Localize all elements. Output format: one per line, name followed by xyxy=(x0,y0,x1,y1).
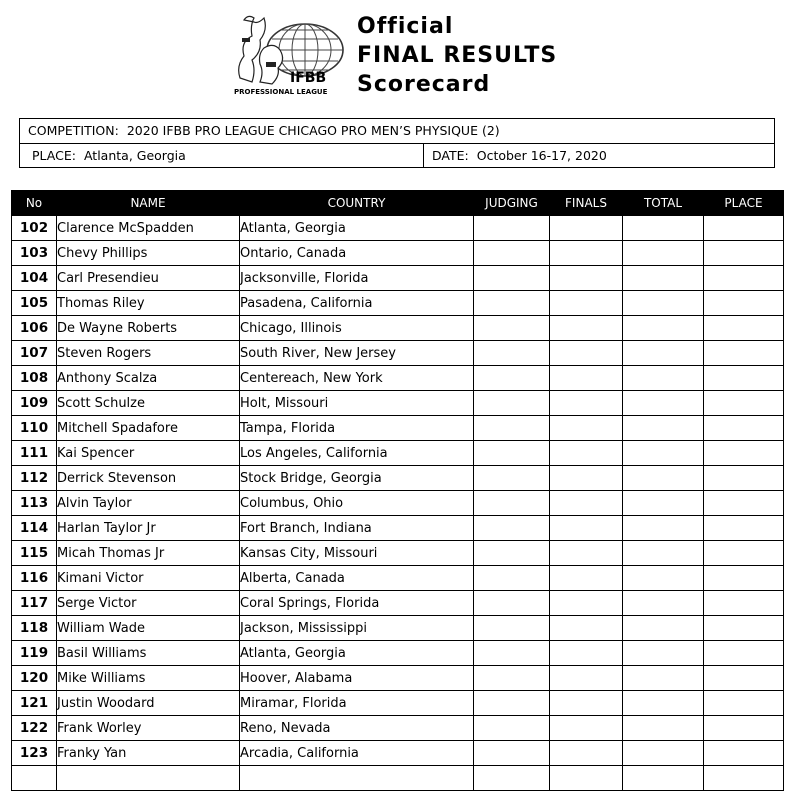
competitor-country: Kansas City, Missouri xyxy=(240,541,474,566)
table-row xyxy=(12,316,784,341)
competitor-number: 108 xyxy=(12,366,57,391)
judging-score-cell xyxy=(474,291,550,316)
competitor-number: 106 xyxy=(12,316,57,341)
place-cell xyxy=(704,691,784,716)
competitor-number: 107 xyxy=(12,341,57,366)
finals-score-cell xyxy=(550,466,623,491)
column-header-judging: JUDGING xyxy=(474,190,550,216)
competitor-number: 121 xyxy=(12,691,57,716)
competitor-number: 119 xyxy=(12,641,57,666)
competitor-country: Hoover, Alabama xyxy=(240,666,474,691)
place-cell xyxy=(704,391,784,416)
competitor-country: Tampa, Florida xyxy=(240,416,474,441)
judging-score-cell xyxy=(474,366,550,391)
competitor-country xyxy=(240,766,474,791)
competitor-name xyxy=(57,766,240,791)
competitor-name: Carl Presendieu xyxy=(57,266,240,291)
total-score-cell xyxy=(623,591,704,616)
judging-score-cell xyxy=(474,766,550,791)
place-cell xyxy=(704,416,784,441)
table-row xyxy=(12,616,784,641)
finals-score-cell xyxy=(550,366,623,391)
finals-score-cell xyxy=(550,491,623,516)
competitor-name: Scott Schulze xyxy=(57,391,240,416)
total-score-cell xyxy=(623,566,704,591)
competitor-number: 110 xyxy=(12,416,57,441)
total-score-cell xyxy=(623,316,704,341)
total-score-cell xyxy=(623,241,704,266)
finals-score-cell xyxy=(550,566,623,591)
place-cell xyxy=(704,716,784,741)
competitor-country: Jackson, Mississippi xyxy=(240,616,474,641)
title-line-final-results: FINAL RESULTS xyxy=(357,43,558,68)
finals-score-cell xyxy=(550,291,623,316)
finals-score-cell xyxy=(550,641,623,666)
competitor-country: Miramar, Florida xyxy=(240,691,474,716)
competitor-country: Ontario, Canada xyxy=(240,241,474,266)
competitor-country: Jacksonville, Florida xyxy=(240,266,474,291)
table-row xyxy=(12,491,784,516)
competitor-name: De Wayne Roberts xyxy=(57,316,240,341)
competition-value: 2020 IFBB PRO LEAGUE CHICAGO PRO MEN’S PHYSIQUE (2) xyxy=(126,123,500,138)
judging-score-cell xyxy=(474,241,550,266)
competitor-name: Kimani Victor xyxy=(57,566,240,591)
competitor-number: 114 xyxy=(12,516,57,541)
judging-score-cell xyxy=(474,341,550,366)
place-cell xyxy=(704,341,784,366)
total-score-cell xyxy=(623,641,704,666)
competitor-name: Clarence McSpadden xyxy=(57,216,240,241)
ifbb-logo xyxy=(230,12,348,98)
finals-score-cell xyxy=(550,416,623,441)
table-row xyxy=(12,291,784,316)
place-cell xyxy=(704,666,784,691)
finals-score-cell xyxy=(550,666,623,691)
competitor-number: 117 xyxy=(12,591,57,616)
competitor-country: Atlanta, Georgia xyxy=(240,216,474,241)
judging-score-cell xyxy=(474,616,550,641)
title-line-scorecard: Scorecard xyxy=(357,72,491,97)
competition-info-box xyxy=(19,118,775,168)
competitor-number: 109 xyxy=(12,391,57,416)
judging-score-cell xyxy=(474,416,550,441)
table-row xyxy=(12,541,784,566)
competitor-number: 116 xyxy=(12,566,57,591)
table-row xyxy=(12,391,784,416)
competitor-number: 123 xyxy=(12,741,57,766)
place-label: PLACE: xyxy=(32,148,76,163)
place-cell xyxy=(704,741,784,766)
place-cell xyxy=(20,144,424,168)
place-cell xyxy=(704,616,784,641)
place-cell xyxy=(704,491,784,516)
place-cell xyxy=(704,241,784,266)
total-score-cell xyxy=(623,341,704,366)
total-score-cell xyxy=(623,466,704,491)
competitor-country: Stock Bridge, Georgia xyxy=(240,466,474,491)
table-row xyxy=(12,566,784,591)
competition-row xyxy=(20,119,774,144)
total-score-cell xyxy=(623,691,704,716)
judging-score-cell xyxy=(474,491,550,516)
table-row xyxy=(12,266,784,291)
column-header-total: TOTAL xyxy=(623,190,704,216)
competitor-country: Alberta, Canada xyxy=(240,566,474,591)
table-row xyxy=(12,466,784,491)
total-score-cell xyxy=(623,441,704,466)
judging-score-cell xyxy=(474,391,550,416)
judging-score-cell xyxy=(474,641,550,666)
finals-score-cell xyxy=(550,316,623,341)
competitor-number: 103 xyxy=(12,241,57,266)
competitor-name: Frank Worley xyxy=(57,716,240,741)
date-cell xyxy=(424,144,774,168)
competition-label: COMPETITION: xyxy=(28,123,119,138)
judging-score-cell xyxy=(474,741,550,766)
finals-score-cell xyxy=(550,266,623,291)
competitor-number: 118 xyxy=(12,616,57,641)
finals-score-cell xyxy=(550,541,623,566)
table-row xyxy=(12,366,784,391)
column-header-name: NAME xyxy=(57,190,240,216)
competitor-name: Steven Rogers xyxy=(57,341,240,366)
table-row xyxy=(12,716,784,741)
competitor-number: 111 xyxy=(12,441,57,466)
place-cell xyxy=(704,766,784,791)
competitor-name: Chevy Phillips xyxy=(57,241,240,266)
table-row xyxy=(12,516,784,541)
competitor-country: Centereach, New York xyxy=(240,366,474,391)
finals-score-cell xyxy=(550,691,623,716)
total-score-cell xyxy=(623,516,704,541)
total-score-cell xyxy=(623,216,704,241)
competitor-name: Mike Williams xyxy=(57,666,240,691)
total-score-cell xyxy=(623,616,704,641)
judging-score-cell xyxy=(474,716,550,741)
competitor-country: Chicago, Illinois xyxy=(240,316,474,341)
competitor-number xyxy=(12,766,57,791)
total-score-cell xyxy=(623,491,704,516)
competitor-country: Columbus, Ohio xyxy=(240,491,474,516)
total-score-cell xyxy=(623,366,704,391)
total-score-cell xyxy=(623,266,704,291)
competitor-name: Derrick Stevenson xyxy=(57,466,240,491)
judging-score-cell xyxy=(474,541,550,566)
place-cell xyxy=(704,516,784,541)
competitor-country: Los Angeles, California xyxy=(240,441,474,466)
total-score-cell xyxy=(623,766,704,791)
table-row xyxy=(12,741,784,766)
competitor-number: 112 xyxy=(12,466,57,491)
total-score-cell xyxy=(623,741,704,766)
place-cell xyxy=(704,441,784,466)
total-score-cell xyxy=(623,416,704,441)
results-table xyxy=(11,190,784,791)
competitor-number: 115 xyxy=(12,541,57,566)
total-score-cell xyxy=(623,541,704,566)
finals-score-cell xyxy=(550,341,623,366)
place-cell xyxy=(704,291,784,316)
competitor-country: Fort Branch, Indiana xyxy=(240,516,474,541)
table-header-row xyxy=(12,190,784,216)
competitor-name: Anthony Scalza xyxy=(57,366,240,391)
table-row xyxy=(12,641,784,666)
table-row xyxy=(12,666,784,691)
finals-score-cell xyxy=(550,391,623,416)
competitor-name: Mitchell Spadafore xyxy=(57,416,240,441)
document-header xyxy=(0,0,791,110)
finals-score-cell xyxy=(550,716,623,741)
competitor-name: Kai Spencer xyxy=(57,441,240,466)
competitor-country: Coral Springs, Florida xyxy=(240,591,474,616)
competitor-country: Holt, Missouri xyxy=(240,391,474,416)
place-cell xyxy=(704,216,784,241)
place-cell xyxy=(704,266,784,291)
logo-brand-text: IFBB xyxy=(290,70,327,86)
document-title xyxy=(357,12,557,99)
total-score-cell xyxy=(623,666,704,691)
competitor-name: Franky Yan xyxy=(57,741,240,766)
competitor-country: Reno, Nevada xyxy=(240,716,474,741)
finals-score-cell xyxy=(550,216,623,241)
total-score-cell xyxy=(623,716,704,741)
table-row xyxy=(12,416,784,441)
competitor-name: Harlan Taylor Jr xyxy=(57,516,240,541)
judging-score-cell xyxy=(474,516,550,541)
logo-subtitle-text: PROFESSIONAL LEAGUE xyxy=(234,88,328,96)
finals-score-cell xyxy=(550,241,623,266)
judging-score-cell xyxy=(474,591,550,616)
column-header-no: No xyxy=(12,190,57,216)
table-row xyxy=(12,691,784,716)
competitor-country: Arcadia, California xyxy=(240,741,474,766)
finals-score-cell xyxy=(550,591,623,616)
judging-score-cell xyxy=(474,216,550,241)
judging-score-cell xyxy=(474,266,550,291)
competitor-country: Atlanta, Georgia xyxy=(240,641,474,666)
place-date-row xyxy=(20,144,774,168)
total-score-cell xyxy=(623,391,704,416)
table-row xyxy=(12,341,784,366)
competitor-name: Micah Thomas Jr xyxy=(57,541,240,566)
finals-score-cell xyxy=(550,766,623,791)
competitor-country: Pasadena, California xyxy=(240,291,474,316)
judging-score-cell xyxy=(474,566,550,591)
judging-score-cell xyxy=(474,691,550,716)
competitor-name: Justin Woodard xyxy=(57,691,240,716)
competitor-name: William Wade xyxy=(57,616,240,641)
finals-score-cell xyxy=(550,516,623,541)
judging-score-cell xyxy=(474,441,550,466)
place-cell xyxy=(704,591,784,616)
place-cell xyxy=(704,466,784,491)
competitor-number: 120 xyxy=(12,666,57,691)
competitor-name: Serge Victor xyxy=(57,591,240,616)
judging-score-cell xyxy=(474,316,550,341)
column-header-country: COUNTRY xyxy=(240,190,474,216)
judging-score-cell xyxy=(474,466,550,491)
competitor-name: Alvin Taylor xyxy=(57,491,240,516)
place-cell xyxy=(704,316,784,341)
table-row xyxy=(12,216,784,241)
ifbb-globe-logo-icon xyxy=(230,12,348,98)
finals-score-cell xyxy=(550,616,623,641)
table-row xyxy=(12,241,784,266)
date-label: DATE: xyxy=(432,148,469,163)
competitor-country: South River, New Jersey xyxy=(240,341,474,366)
competitor-number: 102 xyxy=(12,216,57,241)
competitor-number: 122 xyxy=(12,716,57,741)
total-score-cell xyxy=(623,291,704,316)
place-cell xyxy=(704,541,784,566)
finals-score-cell xyxy=(550,441,623,466)
column-header-place: PLACE xyxy=(704,190,784,216)
competitor-number: 104 xyxy=(12,266,57,291)
competitor-number: 113 xyxy=(12,491,57,516)
competitor-number: 105 xyxy=(12,291,57,316)
judging-score-cell xyxy=(474,666,550,691)
table-row xyxy=(12,591,784,616)
place-cell xyxy=(704,641,784,666)
competitor-name: Thomas Riley xyxy=(57,291,240,316)
competitor-name: Basil Williams xyxy=(57,641,240,666)
column-header-finals: FINALS xyxy=(550,190,623,216)
place-value: Atlanta, Georgia xyxy=(83,148,186,163)
finals-score-cell xyxy=(550,741,623,766)
place-cell xyxy=(704,366,784,391)
date-value: October 16-17, 2020 xyxy=(476,148,607,163)
table-row xyxy=(12,441,784,466)
place-cell xyxy=(704,566,784,591)
results-body xyxy=(12,216,784,791)
title-line-official: Official xyxy=(357,14,454,39)
table-row xyxy=(12,766,784,791)
